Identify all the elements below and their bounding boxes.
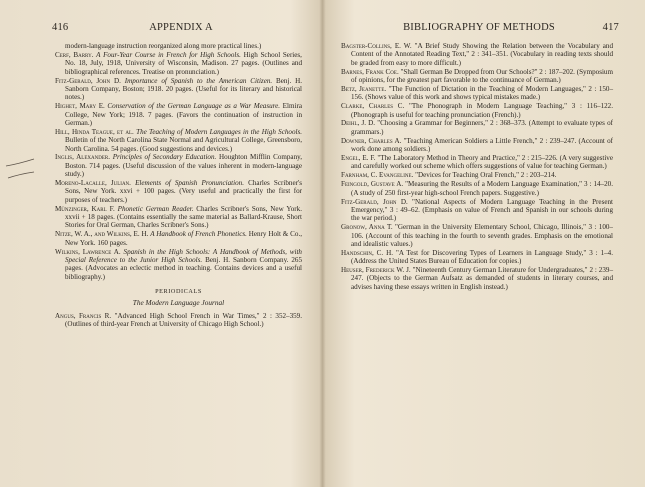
bibliography-entry xyxy=(55,51,302,76)
bibliography-entry xyxy=(341,102,613,119)
entry-details: "Advanced High School French in War Times," 2 : 352–359. (Outlines of third-year French at University of Chicago High School.) xyxy=(65,311,303,328)
entry-details: Charles Scribner's Sons, New York. xxvii + 18 pages. (Contains essentially the same material as Ballard-Krause, Short Stories for Oral German, Charles Scribner's Sons.) xyxy=(65,204,302,230)
entry-author: Betz, Jeanette. xyxy=(341,84,387,93)
bibliography-entry xyxy=(341,68,613,85)
entry-title: Principles of Secondary Education. xyxy=(112,153,217,162)
right-column xyxy=(341,42,613,292)
bibliography-entry xyxy=(55,153,302,178)
bibliography-entry xyxy=(55,230,302,247)
bibliography-entry xyxy=(341,119,613,136)
entry-details: "German in the University Elementary School, Chicago, Illinois," 3 : 100–106. (Account of this teaching in the fourth to seventh grades. Emphasis on the emotional and idealistic values.) xyxy=(351,223,613,248)
entry-author: Feingold, Gustave A. xyxy=(341,180,404,189)
section-subheading: The Modern Language Journal xyxy=(132,298,225,308)
entry-author: Inglis, Alexander. xyxy=(55,153,110,162)
entry-title: The Teaching of Modern Languages in the High Schools. xyxy=(136,127,302,136)
page-number-right: 417 xyxy=(602,22,619,33)
bibliography-entry xyxy=(341,154,613,171)
bibliography-entry xyxy=(55,205,302,230)
entry-details: Benj. H. Sanborn Company. 265 pages. (Advocates an eclectic method in teaching. Contains devices and a useful bibliography.) xyxy=(65,255,302,281)
running-head-title-right: BIBLIOGRAPHY OF METHODS xyxy=(403,22,555,33)
entry-title: Spanish in the High Schools: A Handbook of Methods, with Special Reference to the Junior High Schools. xyxy=(65,247,302,264)
left-page xyxy=(0,0,322,487)
entry-details: "Devices for Teaching Oral French," 2 : 203–214. xyxy=(415,171,557,180)
bibliography-entry xyxy=(55,42,302,50)
entry-details: "Teaching American Soldiers a Little French," 2 : 239–247. (Account of work done among soldiers.) xyxy=(351,136,613,154)
entry-details: "Nineteenth Century German Literature for Undergraduates," 2 : 239–247. (Objects to the German Aufsatz as demanded of students in literary courses, and advises having these essays written in English instead.) xyxy=(351,266,613,291)
entry-title: A Handbook of French Phonetics. xyxy=(150,230,247,239)
entry-details: "Shall German Be Dropped from Our Schools?" 2 : 187–202. (Symposium of opinions, for the greatest part favorable to the continuance of German.) xyxy=(351,67,613,84)
entry-title: Phonetic German Reader. xyxy=(117,204,194,213)
bibliography-entry xyxy=(341,180,613,197)
entry-author: Highet, Mary E. xyxy=(55,102,105,111)
entry-author: Moreno-Lacalle, Julian. xyxy=(55,179,131,188)
left-column xyxy=(55,42,302,329)
entry-title: Elements of Spanish Pronunciation. xyxy=(135,179,244,188)
entry-title: A Four-Year Course in French for High Schools. xyxy=(96,50,241,59)
entry-author: Engel, E. F. xyxy=(341,154,376,163)
entry-details: Bulletin of the North Carolina State Normal and Agricultural College, Greensboro, North Carolina. 54 pages. (Good suggestions and devices.) xyxy=(65,136,302,153)
right-page xyxy=(323,0,645,487)
bibliography-entry xyxy=(341,137,613,154)
entry-author: Clarke, Charles C. xyxy=(341,102,405,111)
entry-author: Barnes, Frank Coe. xyxy=(341,67,399,76)
bibliography-entry xyxy=(55,77,302,102)
entry-author: Cerf, Barry. xyxy=(55,50,94,59)
bibliography-entry xyxy=(341,198,613,223)
entry-author: Handschin, C. H. xyxy=(341,248,394,257)
entry-author: Angus, Francis R. xyxy=(55,311,112,320)
entry-details: "The Function of Dictation in the Teaching of Modern Languages," 2 : 150–156. (Shows value of this work and shows typical mistakes made.) xyxy=(351,84,614,102)
entry-author: Fitz-Gerald, John D. xyxy=(341,197,408,206)
entry-details: Houghton Mifflin Company, Boston. 714 pages. (Useful discussion of the values inherent in modern-language study.) xyxy=(65,153,302,179)
entry-details: "Choosing a Grammar for Beginners," 2 : 368–373. (Attempt to evaluate types of grammars.) xyxy=(351,119,613,136)
entry-details: "A Brief Study Showing the Relation between the Vocabulary and Content of the Annotated Reading Text," 2 : 341–351. (Vocabulary in reading texts should be graded from easy to more difficult.) xyxy=(351,42,613,67)
entry-details: Elmira College, New York; 1918. 7 pages. (Favors the continuation of instruction in German.) xyxy=(65,102,302,127)
entry-details: Benj. H. Sanborn Company, Boston; 1918. 20 pages. (Useful for its literary and historical notes.) xyxy=(65,76,302,102)
entry-author: Nitze, W. A., and Wilkins, E. H. xyxy=(55,230,149,239)
entry-author: Hill, Hinda Teague, et al. xyxy=(55,127,134,136)
pencil-mark-icon xyxy=(4,150,44,180)
entry-details: High School Series, No. 18, July, 1918, University of Wisconsin, Madison. 27 pages. (Outlines and bibliographical references. Treatise on pronunciation.) xyxy=(65,50,302,76)
entry-author: Heuser, Frederick W. J. xyxy=(341,266,411,275)
entry-author: Gronow, Anna T. xyxy=(341,223,393,232)
entry-details: "The Phonograph in Modern Language Teaching," 3 : 116–122. (Phonograph is useful for teaching pronunciation (French).) xyxy=(351,102,613,119)
section-heading: PERIODICALS xyxy=(155,287,202,295)
entry-details: "A Test for Discovering Types of Learners in Language Study," 3 : 1–4. (Address the United States Bureau of Education for copies.) xyxy=(351,248,613,266)
entry-author: Deihl, J. D. xyxy=(341,119,376,128)
entry-author: Münzinger, Karl F. xyxy=(55,204,115,213)
entry-title: Conservation of the German Language as a War Measure. xyxy=(107,102,281,111)
entry-details: modern-language instruction reorganized along more practical lines.) xyxy=(65,42,262,50)
bibliography-entry xyxy=(341,249,613,266)
entry-title: Importance of Spanish to the American Citizen. xyxy=(124,76,273,85)
entry-details: "Measuring the Results of a Modern Language Examination," 3 : 14–20. (A study of 250 first-year high-school French papers. Suggestive.) xyxy=(351,180,613,197)
bibliography-entry xyxy=(55,102,302,127)
entry-details: Henry Holt & Co., New York. 160 pages. xyxy=(65,230,302,247)
entry-author: Downer, Charles A. xyxy=(341,136,402,145)
bibliography-entry xyxy=(341,42,613,67)
entry-author: Farnham, C. Evangeline. xyxy=(341,171,414,180)
page-number-left: 416 xyxy=(52,22,69,33)
bibliography-entry xyxy=(55,248,302,281)
entry-author: Fitz-Gerald, John D. xyxy=(55,76,121,85)
entry-author: Bagster-Collins, E. W. xyxy=(341,42,412,50)
bibliography-entry xyxy=(341,171,613,179)
bibliography-entry xyxy=(55,312,302,329)
bibliography-entry xyxy=(341,266,613,291)
bibliography-entry xyxy=(55,128,302,153)
running-head-title-left: APPENDIX A xyxy=(149,22,213,33)
entry-details: "National Aspects of Modern Language Teaching in the Present Emergency," 3 : 49–62. (Emphasis on value of French and Spanish in our schools during the war period.) xyxy=(351,197,613,223)
bibliography-entry xyxy=(341,223,613,248)
entry-details: "The Laboratory Method in Theory and Practice," 2 : 215–226. (A very suggestive and carefully worked out scheme which offers suggestions of value for teaching German.) xyxy=(351,154,613,171)
bibliography-entry xyxy=(341,85,613,102)
entry-author: Wilkins, Lawrence A. xyxy=(55,247,121,256)
bibliography-entry xyxy=(55,179,302,204)
entry-details: Charles Scribner's Sons, New York. xxvi + 100 pages. (Very useful and practically the first for purposes of teachers.) xyxy=(65,179,302,204)
